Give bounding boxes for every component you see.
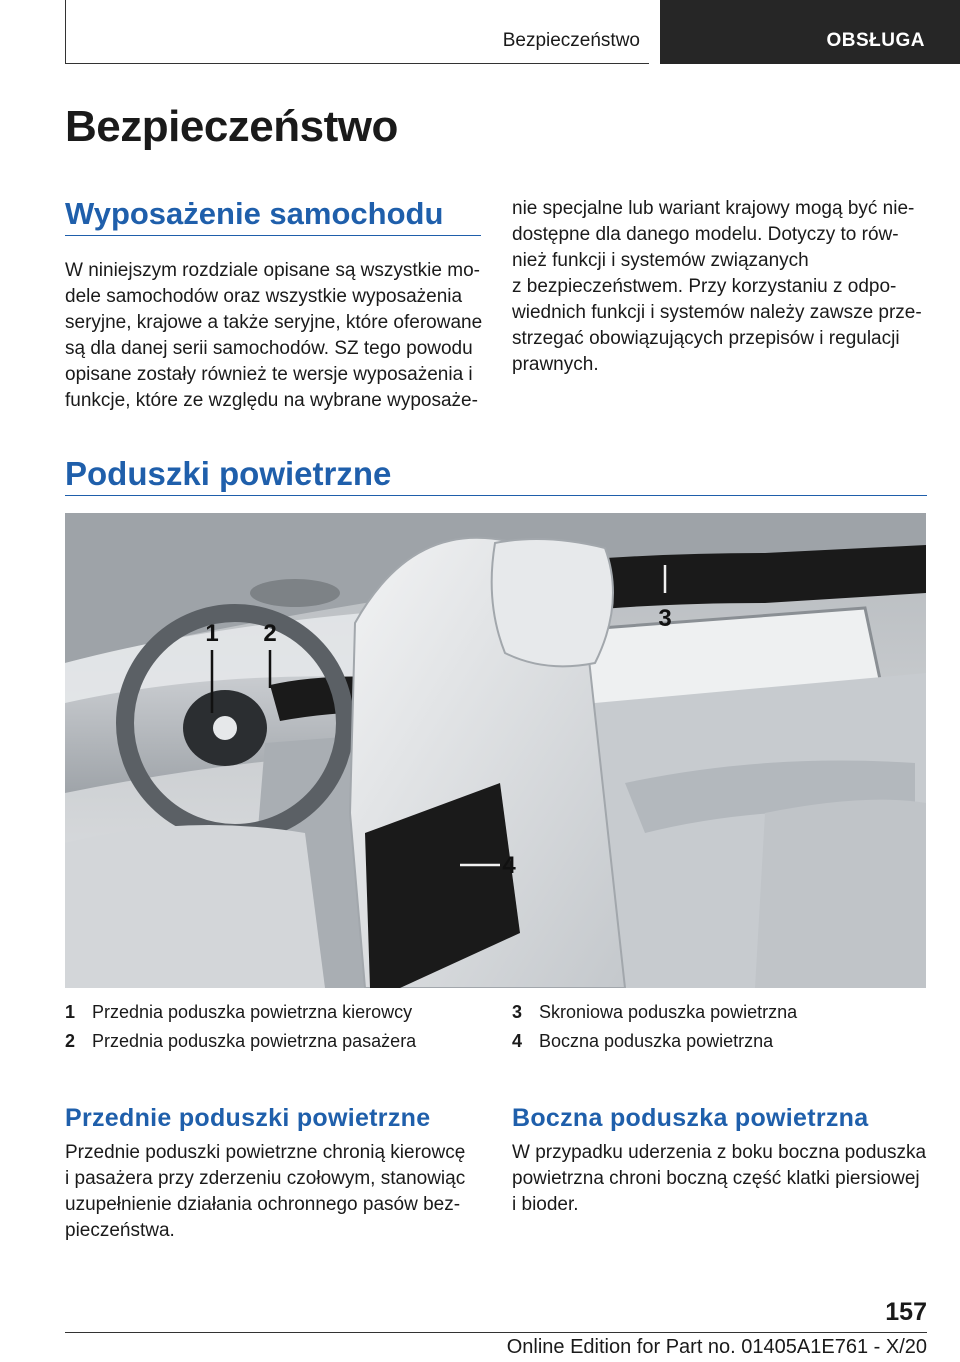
heading-airbags-rule	[65, 495, 927, 496]
header-bottom-rule	[65, 63, 649, 64]
figure-legend-left	[65, 1000, 416, 1058]
rear-view-mirror	[250, 579, 340, 607]
footer-edition: Online Edition for Part no. 01405A1E761 - X/20	[506, 1336, 927, 1358]
page-title: Bezpieczeństwo	[65, 102, 398, 151]
callout-3: 3	[658, 605, 672, 632]
callout-2: 2	[263, 620, 277, 647]
callout-4: 4	[502, 852, 516, 879]
callout-1: 1	[205, 620, 219, 647]
legend-item: 3 Skroniowa poduszka powietrzna	[512, 1002, 798, 1022]
legend-item: 4 Boczna poduszka powietrzna	[512, 1031, 774, 1051]
brand-badge-icon	[213, 716, 237, 740]
legend-item: 2 Przednia poduszka powietrzna pasażera	[65, 1031, 417, 1051]
heading-equipment-rule	[65, 235, 481, 236]
heading-front-airbags: Przednie poduszki powietrzne	[65, 1104, 431, 1132]
side-airbag-text: W przypadku uderzenia z boku boczna poduszka powietrzna chroni boczną część klatki piersiowej i bioder.	[512, 1142, 927, 1215]
chapter-label: OBSŁUGA	[826, 30, 925, 51]
heading-airbags: Poduszki powietrzne	[65, 455, 392, 492]
legend-item: 1 Przednia poduszka powietrzna kierowcy	[65, 1002, 413, 1022]
rear-seat	[755, 800, 926, 988]
car-interior-illustration	[65, 513, 926, 988]
figure-legend-right	[512, 1000, 797, 1058]
front-airbags-text: Przednie poduszki powietrzne chronią kierowcę i pasażera przy zderzeniu czołowym, stanowiąc uzupełnienie działania ochronnego pasów bez- pieczeństwa.	[65, 1142, 466, 1241]
page-number: 157	[885, 1298, 927, 1326]
passenger-headrest	[492, 539, 613, 666]
equipment-text-right: nie specjalne lub wariant krajowy mogą być nie- dostępne dla danego modelu. Dotyczy to rów- nież funkcji i systemów związanych z bezpieczeństwem. Przy korzystaniu z odpo- wiednich funkcji i systemów należy zawsze prze- strzegać obowiązujących przepisów i regulacji prawnych.	[512, 198, 922, 375]
header-section-title: Bezpieczeństwo	[502, 30, 640, 51]
car-interior-airbag-figure	[65, 513, 926, 988]
footer-rule	[65, 1332, 927, 1333]
driver-seat	[65, 825, 325, 988]
heading-equipment: Wyposażenie samochodu	[65, 196, 444, 231]
header-chapter-tab[interactable]	[660, 0, 960, 64]
heading-side-airbag: Boczna poduszka powietrzna	[512, 1104, 869, 1132]
header-left-rule	[65, 0, 66, 64]
equipment-text-left: W niniejszym rozdziale opisane są wszystkie mo- dele samochodów oraz wszystkie wyposażenia seryjne, krajowe a także seryjne, które oferowane są dla danej serii samochodów. SZ tego powodu opisane zostały również te wersje wyposażenia i funkcje, które ze względu na wybrane wyposaże-	[65, 260, 483, 411]
